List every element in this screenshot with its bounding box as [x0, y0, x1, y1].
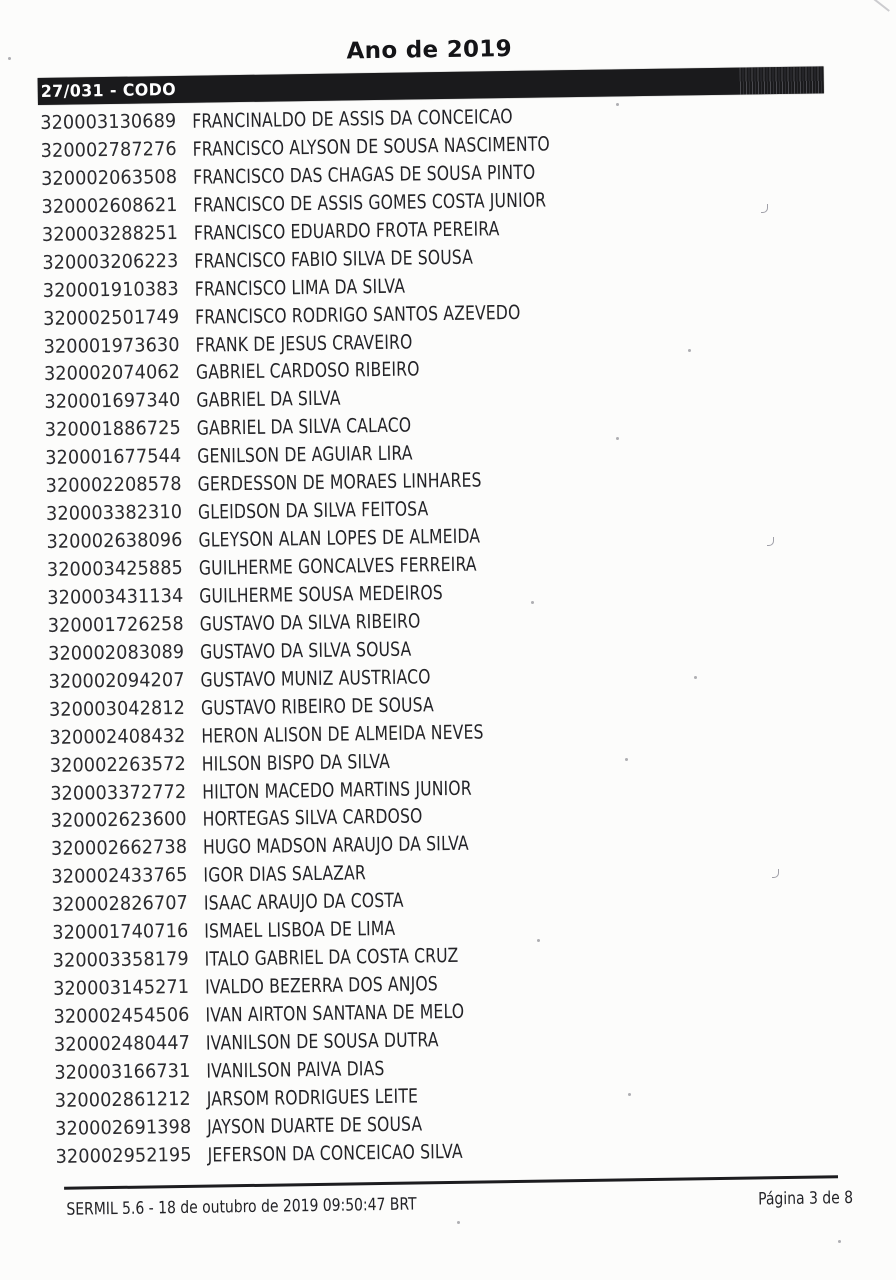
record-name: FRANCISCO DE ASSIS GOMES COSTA JUNIOR [193, 188, 547, 217]
section-code-label: 27/031 - CODO [40, 79, 177, 101]
record-ra: 320002408432 [49, 724, 186, 749]
scan-speck [625, 758, 628, 761]
record-name: JAYSON DUARTE DE SOUSA [207, 1112, 423, 1139]
record-name: GUILHERME SOUSA MEDEIROS [199, 581, 444, 608]
record-ra: 320001886725 [44, 417, 182, 442]
record-ra: 320003425885 [46, 556, 184, 581]
page-title: Ano de 2019 [346, 35, 513, 65]
record-ra: 320001910383 [42, 277, 179, 302]
records-list [0, 97, 896, 1172]
record-name: GABRIEL DA SILVA CALACO [196, 413, 412, 441]
record-ra: 320002263572 [49, 752, 186, 777]
footer [8, 1185, 896, 1222]
record-ra: 320002662738 [50, 836, 188, 861]
record-ra: 320003166731 [54, 1059, 191, 1084]
record-name: GUSTAVO RIBEIRO DE SOUSA [200, 692, 434, 720]
scan-speck [537, 939, 540, 942]
record-name: FRANCISCO DAS CHAGAS DE SOUSA PINTO [192, 160, 536, 189]
record-name: HUGO MADSON ARAUJO DA SILVA [202, 832, 469, 860]
record-ra: 320003372772 [50, 780, 187, 805]
record-name: GERDESSON DE MORAES LINHARES [197, 468, 482, 496]
scan-speck [688, 349, 691, 352]
record-ra: 320003145271 [52, 975, 190, 1000]
scan-speck [8, 57, 11, 60]
record-name: GLEYSON ALAN LOPES DE ALMEIDA [198, 524, 481, 552]
scan-speck [616, 103, 619, 106]
record-ra: 320002063508 [40, 165, 178, 190]
record-ra: 320003382310 [45, 501, 183, 526]
record-name: IVANILSON DE SOUSA DUTRA [205, 1028, 439, 1055]
record-name: HILTON MACEDO MARTINS JUNIOR [202, 776, 472, 804]
record-name: ITALO GABRIEL DA COSTA CRUZ [204, 944, 459, 971]
record-ra: 320002501749 [43, 305, 180, 330]
record-ra: 320003288251 [41, 221, 179, 246]
record-name: FRANCISCO RODRIGO SANTOS AZEVEDO [195, 300, 521, 329]
record-name: IVALDO BEZERRA DOS ANJOS [204, 972, 439, 999]
record-ra: 320003431134 [47, 584, 184, 609]
record-name: FRANCINALDO DE ASSIS DA CONCEICAO [192, 104, 513, 133]
scan-speck [531, 601, 534, 604]
record-ra: 320002952195 [55, 1143, 192, 1168]
record-ra: 320001973630 [43, 333, 180, 358]
record-name: GABRIEL DA SILVA [196, 386, 341, 413]
record-ra: 320002787276 [40, 137, 177, 162]
record-name: GABRIEL CARDOSO RIBEIRO [195, 357, 420, 385]
record-ra: 320003042812 [48, 696, 186, 721]
record-ra: 320002638096 [46, 528, 183, 554]
record-name: FRANCISCO LIMA DA SILVA [194, 274, 406, 301]
record-name: JEFERSON DA CONCEICAO SILVA [207, 1139, 463, 1167]
record-ra: 320002094207 [48, 668, 185, 693]
record-name: FRANK DE JESUS CRAVEIRO [195, 329, 413, 357]
scan-speck [694, 676, 697, 679]
record-ra: 320003358179 [52, 948, 189, 973]
record-ra: 320002623600 [50, 808, 187, 833]
record-ra: 320002861212 [54, 1087, 191, 1112]
scan-speck [628, 1093, 631, 1096]
record-name: GUSTAVO DA SILVA RIBEIRO [199, 609, 421, 636]
record-name: FRANCISCO FABIO SILVA DE SOUSA [194, 245, 474, 273]
record-name: HORTEGAS SILVA CARDOSO [202, 804, 423, 832]
record-name: JARSOM RODRIGUES LEITE [206, 1084, 419, 1111]
scanner-streaks [740, 66, 824, 94]
record-ra: 320002208578 [45, 473, 182, 498]
record-name: GUSTAVO MUNIZ AUSTRIACO [200, 665, 431, 692]
record-name: GUILHERME GONCALVES FERREIRA [198, 552, 477, 580]
record-name: IGOR DIAS SALAZAR [203, 861, 367, 887]
record-ra: 320002083089 [47, 640, 185, 665]
record-ra: 320001726258 [47, 612, 184, 637]
record-ra: 320002433765 [51, 864, 188, 889]
record-ra: 320002608621 [41, 193, 178, 218]
footer-page-indicator: Página 3 de 8 [758, 1188, 854, 1210]
record-ra: 320001740716 [52, 920, 189, 945]
record-ra: 320001697340 [44, 389, 181, 414]
record-name: HILSON BISPO DA SILVA [201, 749, 391, 776]
record-ra: 320002691398 [55, 1115, 192, 1140]
scan-speck [457, 1221, 460, 1224]
record-ra: 320002826707 [51, 892, 189, 917]
record-ra: 320003130689 [40, 109, 177, 134]
record-ra: 320002074062 [43, 361, 181, 386]
scan-speck [616, 437, 619, 440]
record-ra: 320001677544 [45, 445, 182, 470]
record-name: IVANILSON PAIVA DIAS [206, 1056, 385, 1083]
record-name: ISAAC ARAUJO DA COSTA [203, 888, 404, 915]
record-name: FRANCISCO ALYSON DE SOUSA NASCIMENTO [192, 132, 551, 161]
record-ra: 320002454506 [53, 1003, 190, 1028]
record-name: GUSTAVO DA SILVA SOUSA [199, 637, 412, 664]
record-ra: 320003206223 [42, 249, 179, 274]
record-name: GENILSON DE AGUIAR LIRA [197, 441, 413, 468]
footer-system-info: SERMIL 5.6 - 18 de outubro de 2019 09:50:47 BRT [66, 1194, 417, 1220]
record-name: GLEIDSON DA SILVA FEITOSA [197, 497, 429, 524]
record-name: FRANCISCO EDUARDO FROTA PEREIRA [193, 216, 500, 245]
scan-speck [838, 1240, 841, 1243]
record-name: IVAN AIRTON SANTANA DE MELO [205, 999, 465, 1027]
record-name: HERON ALISON DE ALMEIDA NEVES [201, 720, 484, 748]
record-ra: 320002480447 [53, 1031, 191, 1056]
record-name: ISMAEL LISBOA DE LIMA [204, 917, 396, 943]
